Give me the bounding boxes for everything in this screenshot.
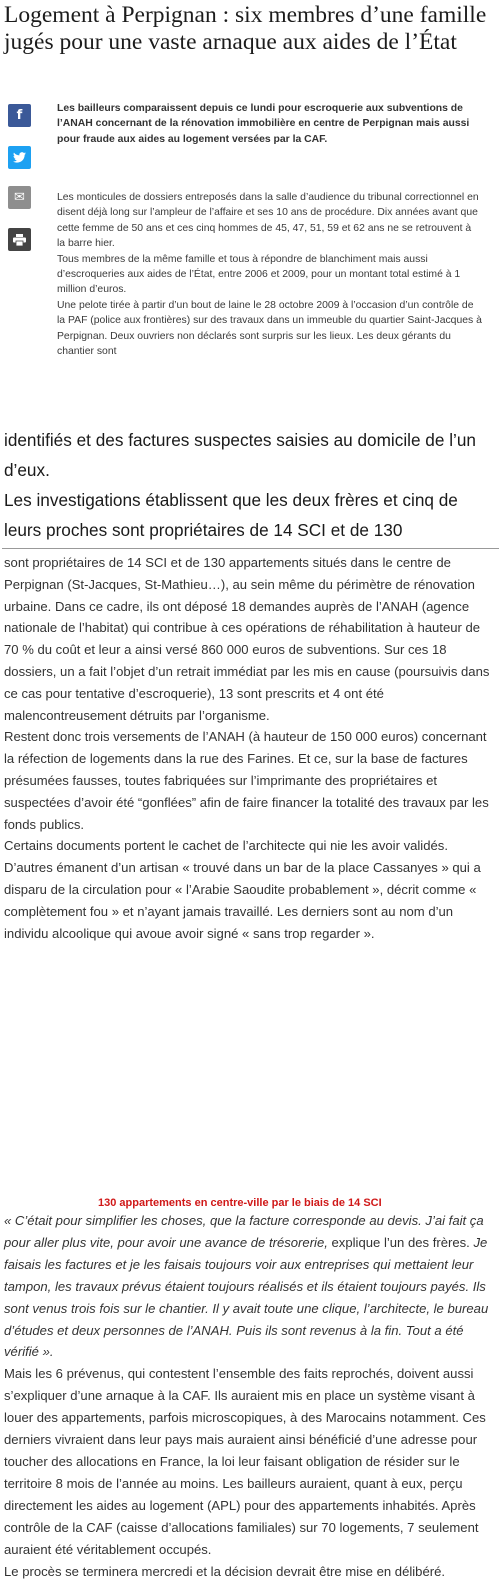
paragraph: Restent donc trois versements de l’ANAH (à hauteur de 150 000 euros) concernant la réfection de logements dans la rue des Farines. Et ce, sur la base de factures présumées fausses, toutes fabriquées sur l’imprimante des propriétaires et suspectées d’avoir été “gonflées” afin de faire financer la totalité des travaux par les fonds publics.: [4, 726, 498, 835]
article-body-enlarged: [4, 425, 498, 545]
paragraph: Les monticules de dossiers entreposés dans la salle d’audience du tribunal correctionnel en disent déjà long sur l’ampleur de l’affaire et ses 10 ans de procédure. Dix années avant que cette femme de 50 ans et ces cinq hommes de 45, 47, 51, 59 et 62 ans ne se retrouvent à la barre hier.: [57, 190, 482, 252]
print-button[interactable]: [8, 228, 31, 251]
printer-icon: [13, 234, 26, 246]
article-body-intro: [57, 190, 482, 359]
article-body-main: [4, 552, 498, 944]
quote-text: « C’était pour simplifier les choses, que la facture corresponde au devis. J’ai fait ça pour aller plus vite, pour avoir une avance de trésorerie,: [4, 1213, 484, 1250]
paragraph: Tous membres de la même famille et tous à répondre de blanchiment mais aussi d’escroqueries aux aides de l’État, entre 2006 et 2009, pour un montant total estimé à 1 million d’euros.: [57, 252, 482, 298]
quote-paragraph: [4, 1210, 498, 1363]
paragraph: Une pelote tirée à partir d’un bout de laine le 28 octobre 2009 à l’occasion d’un contrôle de la PAF (police aux frontières) sur des travaux dans un immeuble du quartier Saint-Jacques à Perpignan. Deux ouvriers non déclarés sont surpris sur les lieux. Les deux gérants du chantier sont: [57, 298, 482, 360]
section-divider: [2, 548, 499, 549]
twitter-icon: [13, 152, 26, 163]
quote-attribution: explique l’un des frères.: [328, 1235, 474, 1250]
paragraph: identifiés et des factures suspectes saisies au domicile de l’un d’eux.: [4, 425, 498, 485]
paragraph: Mais les 6 prévenus, qui contestent l’ensemble des faits reprochés, doivent aussi s’expliquer d’une arnaque à la CAF. Ils auraient mis en place un système visant à louer des appartements, parfois microscopiques, à des Marocains notamment. Ces derniers vivraient dans leur pays mais auraient ainsi bénéficié d’une adresse pour toucher des allocations en France, la loi leur faisant obligation de résider sur le territoire 8 mois de l’année au moins. Les bailleurs auraient, quant à eux, perçu directement les aides au logement (APL) pour des appartements inhabités. Après contrôle de la CAF (caisse d’allocations familiales) sur 70 logements, 7 seulement auraient été véritablement occupés.: [4, 1363, 498, 1560]
twitter-share-button[interactable]: [8, 146, 31, 169]
article-body-end: [4, 1210, 498, 1582]
facebook-share-button[interactable]: [8, 104, 31, 127]
article-headline: Logement à Perpignan : six membres d’une famille jugés pour une vaste arnaque aux aides de l’État: [4, 2, 496, 56]
quote-text: Je faisais les factures et je les faisais toujours voir aux entreprises qui mettaient leur tampon, les travaux prévus étaient toujours réalisés et ils étaient toujours payés. Ils sont venus trois fois sur le chantier. Il y avait toute une clique, l’architecte, le bureau d’études et deux personnes de l’ANAH. Puis ils sont revenus à la fin. Tout a été vérifié ».: [4, 1235, 488, 1360]
email-share-button[interactable]: [8, 186, 31, 209]
facebook-icon: f: [17, 108, 23, 123]
paragraph: Le procès se terminera mercredi et la décision devrait être mise en délibéré.: [4, 1561, 498, 1582]
subheading-caption: 130 appartements en centre-ville par le biais de 14 SCI: [98, 1197, 498, 1210]
article-lead: Les bailleurs comparaissent depuis ce lundi pour escroquerie aux subventions de l’ANAH concernant de la rénovation immobilière en centre de Perpignan mais aussi pour fraude aux aides au logement versées par la CAF.: [57, 101, 482, 147]
paragraph: Les investigations établissent que les deux frères et cinq de leurs proches sont propriétaires de 14 SCI et de 130: [4, 485, 498, 545]
mail-icon: ✉: [14, 190, 25, 205]
paragraph: Certains documents portent le cachet de l’architecte qui nie les avoir validés. D’autres émanent d’un artisan « trouvé dans un bar de la place Cassanyes » qui a disparu de la circulation pour « l’Arabie Saoudite probablement », décrit comme « complètement fou » et n’ayant jamais travaillé. Les derniers sont au nom d’un individu alcoolique qui avoue avoir signé « sans trop regarder ».: [4, 835, 498, 944]
paragraph: sont propriétaires de 14 SCI et de 130 appartements situés dans le centre de Perpignan (St-Jacques, St-Mathieu…), au sein même du périmètre de rénovation urbaine. Dans ce cadre, ils ont déposé 18 demandes auprès de l’ANAH (agence nationale de l’habitat) qui contribue à ces opérations de réhabilitation à hauteur de 70 % du coût et leur a ainsi versé 860 000 euros de subventions. Sur ces 18 dossiers, un a fait l’objet d’un retrait immédiat par les mis en cause (poursuivis dans ce cas pour tentative d’escroquerie), 13 sont prescrits et 4 ont été malencontreusement détruits par l’organisme.: [4, 552, 498, 726]
